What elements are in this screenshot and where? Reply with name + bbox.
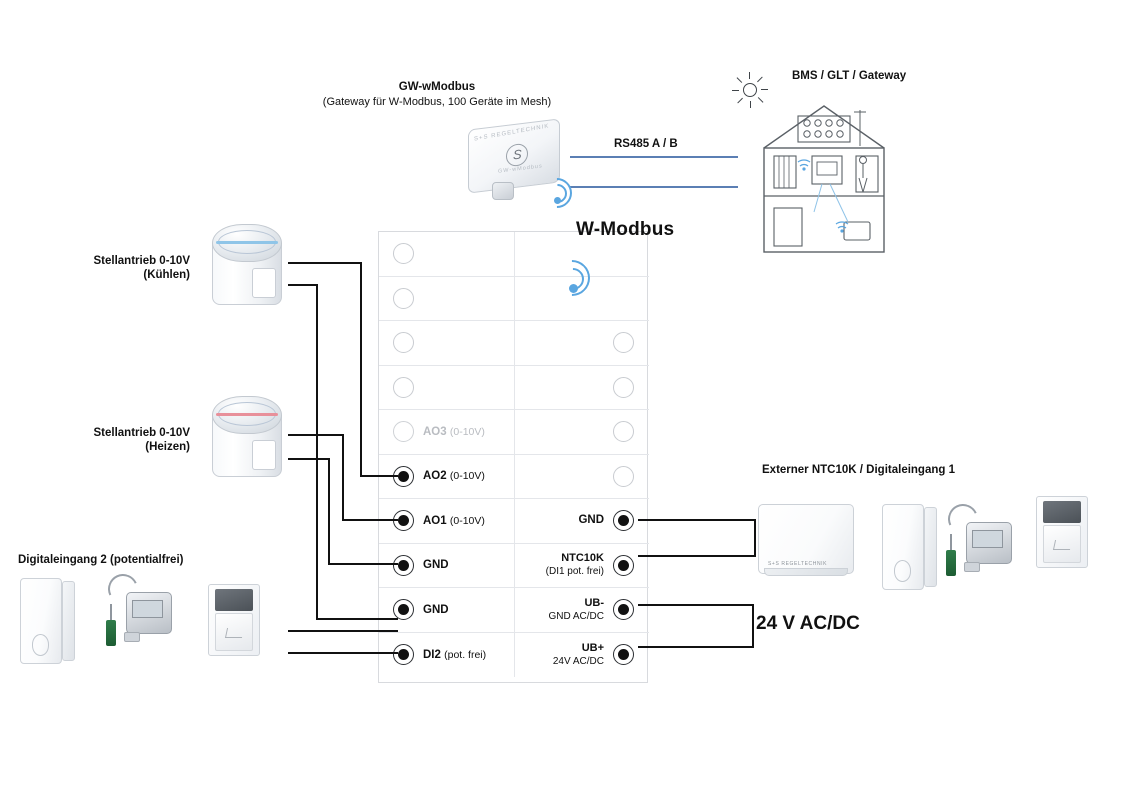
sun-ray [761,89,768,90]
wire-cooling-gnd-to-block [316,618,398,620]
terminal-row [379,277,649,322]
label-external-ntc: Externer NTC10K / Digitaleingang 1 [762,464,955,476]
terminal-block [378,231,648,683]
terminal-label-text: DI2 [423,648,441,661]
terminal-label-unit: (pot. frei) [444,648,487,661]
terminal-dot[interactable] [613,599,634,620]
rs485-label: RS485 A / B [614,138,678,150]
terminal-left-cell [379,321,515,365]
terminal-label-line1: UB- [584,596,604,609]
actuator-accent [216,413,278,416]
actuator-tab [252,440,276,470]
actuator-heating [208,396,286,492]
terminal-dot[interactable] [393,644,414,665]
cable-probe-sensor-right [944,500,1016,584]
terminal-label [423,649,486,661]
terminal-label [553,642,604,668]
wire-ntc-gnd [638,519,756,521]
terminal-dot[interactable] [613,466,634,487]
terminal-label-unit: (0-10V) [449,425,485,438]
wifi-icon [540,176,580,216]
actuator-cooling-sub: (Kühlen) [143,269,190,281]
terminal-dot[interactable] [613,510,634,531]
terminal-label [423,515,485,527]
terminal-label-line2: (DI1 pot. frei) [545,566,604,578]
window-contact-sensor [20,578,76,664]
wire-ntc-gnd-vertical [754,519,756,557]
switch-top-panel [215,589,253,611]
terminal-left-cell [379,544,515,588]
supply-voltage-label: 24 V AC/DC [756,613,860,634]
probe-connector [946,550,956,576]
terminal-label: GND [423,603,449,616]
terminal-dot[interactable] [613,332,634,353]
wire-heating-to-ao1 [342,519,398,521]
terminal-label: GND [578,514,604,527]
cable-probe-sensor [104,570,176,654]
terminal-row [379,499,649,544]
terminal-right-cell [515,455,648,499]
terminal-row [379,410,649,455]
wire-heating-gnd-to-block [328,563,398,565]
switch-top-panel [1043,501,1081,523]
actuator-cooling [208,224,286,320]
sun-ray [732,90,739,91]
wifi-icon [552,258,602,306]
wire-heating-gnd-vertical [328,458,330,565]
sensor-magnet-strip [924,507,937,587]
terminal-right-cell [515,544,648,588]
terminal-label [423,470,485,482]
terminal-label-unit: (0-10V) [449,514,485,527]
actuator-cooling-title: Stellantrieb 0-10V [93,255,190,267]
terminal-left-cell [379,633,515,678]
terminal-dot[interactable] [613,644,634,665]
terminal-right-cell [515,321,648,365]
wire-heating [288,434,344,436]
terminal-left-cell [379,410,515,454]
sun-ray [750,101,751,108]
label-actuator-cooling [60,254,190,282]
wall-switch-plate-left [208,584,260,656]
wire-cooling-vertical [360,262,362,477]
probe-display [972,530,1003,548]
gateway-print-bottom: GW-wModbus [498,163,543,175]
terminal-label [546,552,604,578]
wire-ub-plus [638,646,754,648]
terminal-label-text: AO3 [423,425,447,438]
terminal-dot[interactable] [393,332,414,353]
label-digital-input-2: Digitaleingang 2 (potentialfrei) [18,554,184,566]
wire-cooling-gnd [288,284,318,286]
wire-ub-vertical [752,604,754,648]
sensor-magnet-strip [62,581,75,661]
bms-label: BMS / GLT / Gateway [792,70,907,82]
wire-di2-return [288,652,398,654]
terminal-row [379,633,649,678]
actuator-heating-title: Stellantrieb 0-10V [93,427,190,439]
terminal-left-cell [379,232,515,276]
terminal-left-cell [379,366,515,410]
gateway-subtitle: (Gateway für W-Modbus, 100 Geräte im Mesh) [322,96,552,108]
terminal-dot[interactable] [613,555,634,576]
probe-nut [124,632,140,642]
gateway-name: GW-wModbus [398,81,476,93]
wifi-dot [569,284,578,293]
sensor-button [894,560,911,582]
wall-switch-plate-right [1036,496,1088,568]
terminal-left-cell [379,455,515,499]
wire-di2 [288,630,398,632]
terminal-label-line1: UB+ [581,641,604,654]
wire-cooling [288,262,362,264]
rs485-line-a [570,156,738,158]
terminal-row [379,321,649,366]
probe-display [132,600,163,618]
wifi-dot [554,197,561,204]
terminal-right-cell [515,499,648,543]
rs485-line-b [570,186,738,188]
terminal-label-line1: NTC10K [561,552,604,565]
terminal-left-cell [379,588,515,632]
terminal-right-cell [515,588,648,632]
actuator-heating-sub: (Heizen) [145,441,190,453]
room-sensor [758,504,854,582]
terminal-left-cell [379,499,515,543]
terminal-dot[interactable] [613,377,634,398]
room-sensor-print: S+S REGELTECHNIK [768,561,828,567]
actuator-accent [216,241,278,244]
terminal-dot[interactable] [393,288,414,309]
terminal-label-text: AO1 [423,514,447,527]
terminal-label-unit: (0-10V) [449,470,485,483]
sun-ray [749,72,750,79]
building-icon [760,96,888,256]
terminal-right-cell [515,633,648,678]
terminal-left-cell [379,277,515,321]
terminal-dot[interactable] [393,555,414,576]
sun-ray [737,77,743,83]
actuator-tab [252,268,276,298]
sun-core [743,83,757,97]
switch-mark [1053,540,1072,550]
building-svg [760,96,888,256]
terminal-row [379,544,649,589]
probe-nut [964,562,980,572]
wire-ub-minus [638,604,754,606]
terminal-label [548,597,604,623]
terminal-label [423,426,485,438]
terminal-right-cell [515,410,648,454]
sensor-button [32,634,49,656]
terminal-row [379,588,649,633]
switch-mark [225,628,244,638]
terminal-row [379,366,649,411]
probe-connector [106,620,116,646]
terminal-row [379,455,649,500]
wmodbus-title: W-Modbus [576,219,675,240]
terminal-label-line2: GND AC/DC [548,610,604,622]
terminal-dot[interactable] [393,377,414,398]
label-actuator-heating [60,426,190,454]
terminal-dot[interactable] [613,421,634,442]
wire-cooling-to-ao2 [360,475,398,477]
terminal-right-cell [515,366,648,410]
window-contact-sensor-right [882,504,938,590]
gateway-print-top: S+S REGELTECHNIK [473,123,550,143]
sun-ray [757,77,763,83]
gateway-logo-letter: S [513,146,522,163]
gateway-cable-gland [492,182,514,200]
terminal-label-text: AO2 [423,470,447,483]
wire-heating-vertical [342,434,344,520]
terminal-dot[interactable] [393,421,414,442]
terminal-label: GND [423,559,449,572]
wire-heating-gnd [288,458,330,460]
gateway-caption [310,80,564,110]
wire-cooling-gnd-vertical [316,284,318,620]
room-sensor-base [764,568,848,576]
sun-ray [737,98,743,104]
terminal-dot[interactable] [393,243,414,264]
terminal-label-line2: 24V AC/DC [552,655,604,667]
wire-ntc [638,555,754,557]
